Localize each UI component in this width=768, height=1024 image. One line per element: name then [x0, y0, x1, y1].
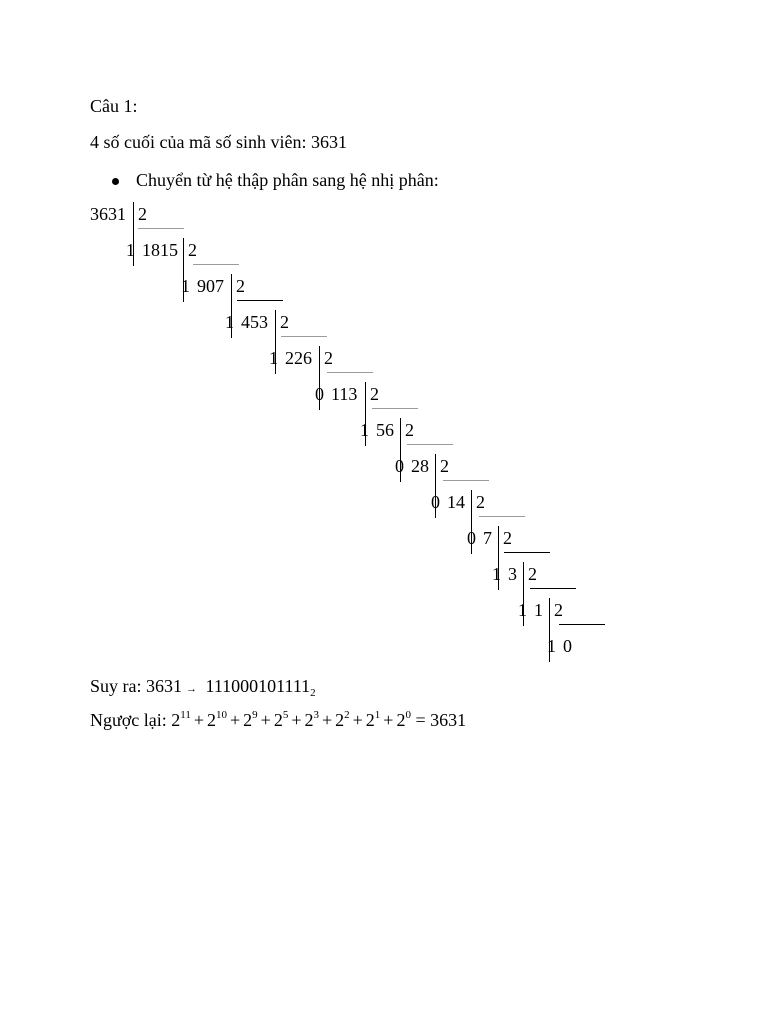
bullet-icon: [112, 178, 119, 185]
power-exponent: 0: [405, 709, 411, 721]
divisor: 2: [405, 420, 414, 440]
dividend: 907: [197, 276, 224, 296]
power-base: 2: [365, 710, 375, 730]
plus-sign: +: [193, 710, 205, 730]
dividend: 3: [508, 564, 517, 584]
remainder: 1: [181, 276, 190, 296]
divisor: 2: [280, 312, 289, 332]
power-term: [274, 710, 289, 730]
power-base: 2: [396, 710, 406, 730]
divisor: 2: [554, 600, 563, 620]
remainder: 1: [360, 420, 369, 440]
power-exponent: 1: [374, 709, 381, 721]
divisor: 2: [188, 240, 197, 260]
power-exponent: 10: [216, 709, 228, 721]
divider-horizontal: [327, 372, 373, 373]
power-base: 2: [304, 710, 314, 730]
divider-horizontal: [237, 300, 283, 301]
remainder: 0: [467, 528, 476, 548]
dividend: 453: [241, 312, 268, 332]
power-exponent: 5: [282, 709, 289, 721]
reverse-line: [90, 710, 466, 731]
dividend: 1815: [142, 240, 178, 260]
power-exponent: 9: [252, 709, 258, 721]
arrow-icon: →: [186, 683, 197, 695]
divisor: 2: [476, 492, 485, 512]
divider-horizontal: [372, 408, 418, 409]
power-term: [304, 710, 319, 730]
dividend: 0: [563, 636, 572, 656]
power-base: 2: [207, 710, 217, 730]
power-term: [207, 710, 227, 730]
remainder: 1: [269, 348, 278, 368]
heading: Câu 1:: [90, 96, 138, 116]
dividend: 226: [285, 348, 312, 368]
power-base: 2: [243, 710, 253, 730]
plus-sign: +: [260, 710, 271, 730]
plus-sign: +: [352, 710, 363, 730]
result-binary: 111000101111: [205, 676, 311, 696]
divisor: 2: [324, 348, 333, 368]
remainder: 1: [492, 564, 501, 584]
divider-horizontal: [407, 444, 453, 445]
divider-horizontal: [281, 336, 327, 337]
reverse-total: 3631: [430, 710, 467, 730]
plus-sign: +: [321, 710, 333, 730]
divider-horizontal: [479, 516, 525, 517]
dividend: 1: [534, 600, 543, 620]
dividend: 28: [411, 456, 429, 476]
reverse-prefix: Ngược lại:: [90, 710, 167, 730]
result-prefix: Suy ra: 3631: [90, 676, 182, 696]
dividend: 14: [447, 492, 465, 512]
plus-sign: +: [291, 710, 302, 730]
student-id-line: 4 số cuối của mã số sinh viên: 3631: [90, 132, 347, 152]
divider-horizontal: [443, 480, 489, 481]
divisor: 2: [138, 204, 147, 224]
dividend: 3631: [90, 204, 126, 224]
equals-sign: =: [415, 710, 426, 730]
power-term: [335, 710, 350, 730]
plus-sign: +: [383, 710, 394, 730]
plus-sign: +: [230, 710, 241, 730]
remainder: 0: [315, 384, 324, 404]
divider-horizontal: [530, 588, 576, 589]
power-term: [171, 710, 191, 730]
power-exponent: 11: [180, 709, 191, 721]
remainder: 1: [547, 636, 556, 656]
divider-horizontal: [504, 552, 550, 553]
remainder: 0: [395, 456, 404, 476]
bullet-text: Chuyển từ hệ thập phân sang hệ nhị phân:: [136, 170, 439, 190]
divisor: 2: [440, 456, 449, 476]
divider-horizontal: [193, 264, 239, 265]
divisor: 2: [236, 276, 245, 296]
divisor: 2: [503, 528, 512, 548]
remainder: 0: [431, 492, 440, 512]
dividend: 113: [331, 384, 358, 404]
power-base: 2: [273, 710, 283, 730]
dividend: 7: [483, 528, 492, 548]
result-line: [90, 676, 316, 697]
divider-horizontal: [138, 228, 184, 229]
power-term: [366, 710, 381, 730]
power-exponent: 3: [313, 709, 319, 721]
result-base: 2: [310, 687, 316, 699]
reverse-terms: [171, 710, 411, 730]
power-exponent: 2: [344, 709, 350, 721]
power-term: [396, 710, 411, 730]
divisor: 2: [528, 564, 537, 584]
divisor: 2: [370, 384, 379, 404]
remainder: 1: [225, 312, 234, 332]
remainder: 1: [126, 240, 135, 260]
power-base: 2: [335, 710, 345, 730]
remainder: 1: [518, 600, 527, 620]
dividend: 56: [376, 420, 394, 440]
divider-horizontal: [559, 624, 605, 625]
power-base: 2: [171, 710, 181, 730]
power-term: [243, 710, 258, 730]
